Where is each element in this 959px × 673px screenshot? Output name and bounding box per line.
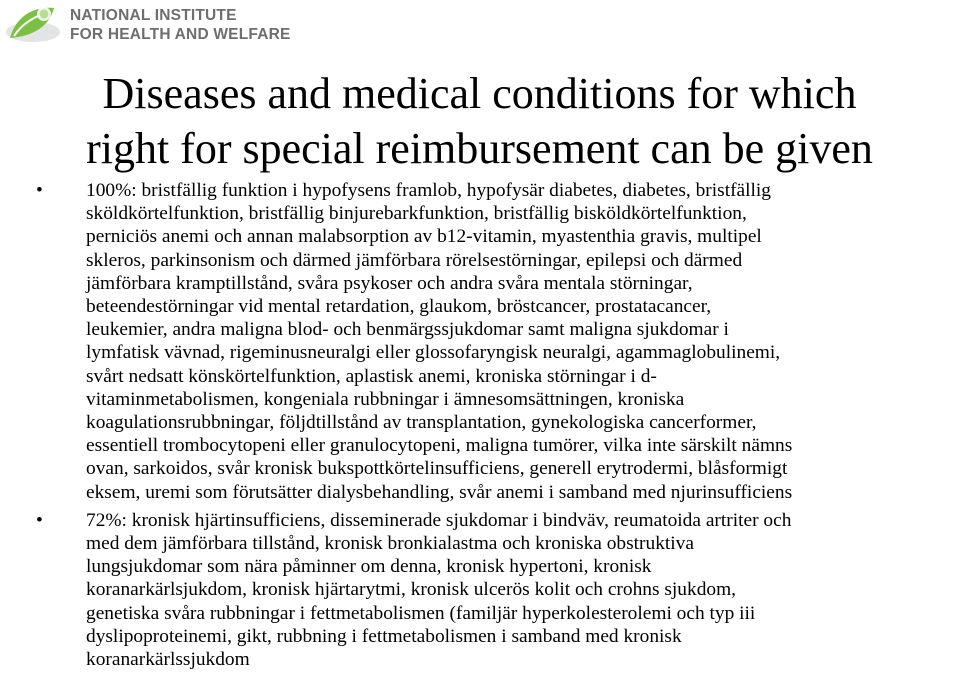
bullet-list (36, 179, 956, 671)
bullet-line: med dem jämförbara tillstånd, kronisk bronkialastma och kroniska obstruktiva (86, 533, 694, 555)
bullet-line: koagulationsrubbningar, följdtillstånd av transplantation, gynekologiska cancerformer, (86, 412, 757, 434)
bullet-line: svårt nedsatt könskörtelfunktion, aplastisk anemi, kroniska störningar i d- (86, 365, 657, 387)
bullet-line: ovan, sarkoidos, svår kronisk bukspottkörtelinsufficiens, generell erytrodermi, blåsformigt (86, 458, 788, 480)
leaf-logo-icon (4, 2, 62, 48)
bullet-line: lymfatisk vävnad, rigeminusneuralgi eller glossofaryngisk neuralgi, agammaglobulinemi, (86, 342, 781, 364)
bullet-line: koranarkärlsjukdom, kronisk hjärtarytmi, kronisk ulcerös kolit och crohns sjukdom, (86, 579, 737, 601)
bullet-line: lungsjukdomar som nära påminner om denna, kronisk hypertoni, kronisk (86, 556, 652, 578)
title-line-1: Diseases and medical conditions for which (102, 69, 857, 118)
bullet-line: 72%: kronisk hjärtinsufficiens, disseminerade sjukdomar i bindväv, reumatoida artriter och (86, 509, 792, 531)
bullet-line: beteendestörningar vid mental retardation, glaukom, bröstcancer, prostatacancer, (86, 296, 712, 318)
bullet-line: vitaminmetabolismen, kongeniala rubbningar i ämnesomsättningen, kroniska (86, 388, 685, 410)
bullet-line: koranarkärlssjukdom (86, 649, 250, 671)
bullet-72-percent (36, 509, 956, 671)
bullet-line: essentiell trombocytopeni eller granulocytopeni, maligna tumörer, vilka inte särskilt nämns (86, 435, 793, 457)
bullet-line: perniciös anemi och annan malabsorption av b12-vitamin, myastenthia gravis, multipel (86, 226, 762, 248)
bullet-line: sköldkörtelfunktion, bristfällig binjurebarkfunktion, bristfällig bisköldkörtelfunktion, (86, 203, 747, 225)
bullet-100-percent (36, 179, 956, 504)
bullet-dot-icon: • (36, 180, 43, 201)
bullet-line: leukemier, andra maligna blod- och benmärgssjukdomar samt maligna sjukdomar i (86, 319, 729, 341)
logo-line-1: NATIONAL INSTITUTE (70, 7, 237, 24)
bullet-line: 100%: bristfällig funktion i hypofysens framlob, hypofysär diabetes, diabetes, bristfällig (86, 180, 771, 201)
slide-title (0, 66, 959, 176)
bullet-dot-icon: • (36, 509, 43, 531)
institute-logo (4, 2, 291, 48)
logo-text (70, 6, 291, 44)
bullet-line: skleros, parkinsonism och därmed jämförbara rörelsestörningar, epilepsi och därmed (86, 249, 743, 271)
bullet-line: eksem, uremi som förutsätter dialysbehandling, svår anemi i samband med njurinsufficiens (86, 481, 793, 503)
logo-line-2: FOR HEALTH AND WELFARE (70, 26, 291, 43)
bullet-line: jämförbara kramptillstånd, svåra psykoser och andra svåra mentala störningar, (86, 272, 693, 294)
title-line-2: right for special reimbursement can be given (86, 124, 873, 173)
bullet-line: genetiska svåra rubbningar i fettmetabolismen (familjär hyperkolesterolemi och typ iii (86, 602, 756, 624)
bullet-line: dyslipoproteinemi, gikt, rubbning i fettmetabolismen i samband med kronisk (86, 625, 682, 647)
